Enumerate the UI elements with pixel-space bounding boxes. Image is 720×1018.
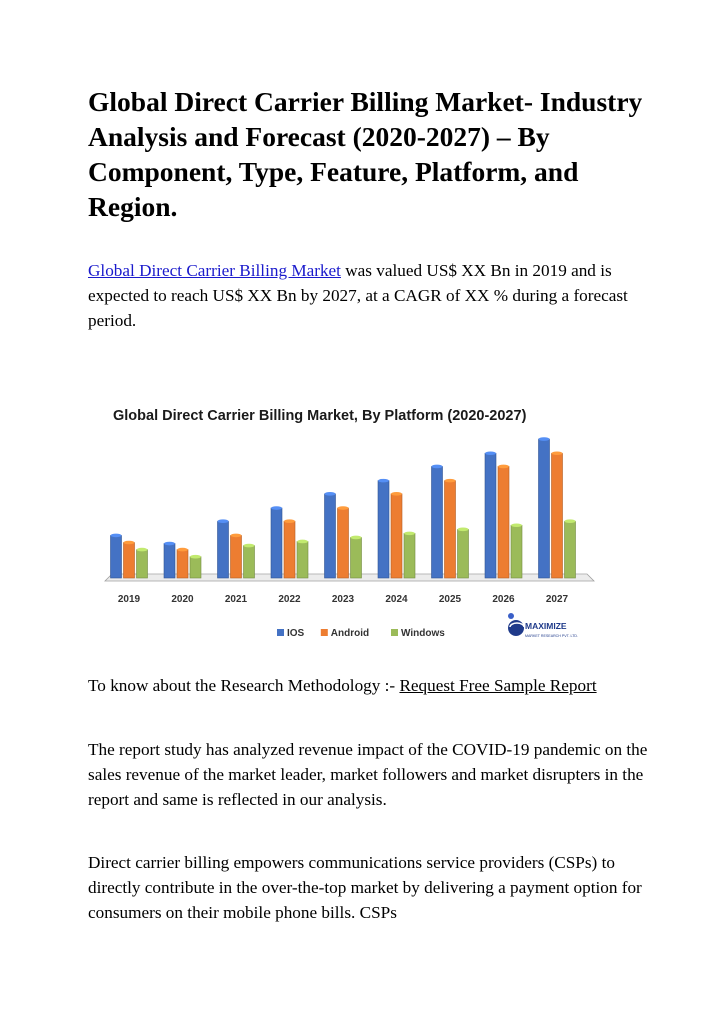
- platform-chart: [95, 395, 605, 655]
- tick-label-2024: 2024: [385, 594, 408, 605]
- bar-top-ios-2026: [485, 451, 496, 455]
- bar-windows-2019: [137, 550, 148, 578]
- covid-paragraph: The report study has analyzed revenue impact of the COVID-19 pandemic on the sales revenue of the market leader, market followers and market disrupters in the report and same is reflected in our analysis.: [88, 740, 648, 809]
- bar-ios-2027: [539, 439, 550, 578]
- bar-top-windows-2021: [244, 544, 255, 548]
- bar-top-ios-2024: [378, 479, 389, 483]
- bar-windows-2020: [190, 557, 201, 578]
- bar-ios-2020: [164, 544, 175, 578]
- legend-swatch-ios: [277, 629, 284, 636]
- bar-top-windows-2025: [458, 528, 469, 532]
- bar-top-ios-2020: [164, 542, 175, 546]
- bar-top-android-2019: [124, 541, 135, 545]
- maximize-logo: [508, 613, 578, 638]
- bar-windows-2023: [351, 537, 362, 578]
- intro-text: was valued US$ XX Bn in 2019 and is expected to reach US$ XX Bn by 2027, at a CAGR of XX % during a forecast period.: [88, 261, 628, 330]
- methodology-paragraph: [88, 673, 648, 698]
- bar-ios-2019: [111, 535, 122, 578]
- bar-android-2024: [391, 494, 402, 578]
- bar-top-ios-2023: [325, 492, 336, 496]
- bar-ios-2024: [378, 481, 389, 578]
- bar-top-android-2021: [231, 534, 242, 538]
- bar-top-ios-2027: [539, 437, 550, 441]
- bar-top-windows-2026: [511, 523, 522, 527]
- tick-label-2023: 2023: [331, 594, 355, 605]
- bar-ios-2023: [325, 494, 336, 578]
- tick-label-2025: 2025: [438, 594, 462, 605]
- bar-top-android-2020: [177, 548, 188, 552]
- legend-swatch-android: [321, 629, 328, 636]
- bar-top-windows-2023: [351, 536, 362, 540]
- tick-label-2019: 2019: [117, 594, 141, 605]
- bar-top-windows-2020: [190, 555, 201, 559]
- legend-swatch-windows: [391, 629, 398, 636]
- bar-top-android-2025: [445, 479, 456, 483]
- bar-ios-2021: [218, 521, 229, 578]
- intro-paragraph: [88, 258, 648, 333]
- bar-windows-2024: [404, 533, 415, 578]
- bar-android-2025: [445, 481, 456, 578]
- bar-windows-2022: [297, 541, 308, 578]
- tick-label-2021: 2021: [224, 594, 248, 605]
- tick-label-2026: 2026: [492, 594, 515, 605]
- request-sample-link[interactable]: Request Free Sample Report: [399, 676, 597, 695]
- bar-android-2021: [231, 535, 242, 578]
- bar-top-ios-2021: [218, 519, 229, 523]
- bar-android-2022: [284, 521, 295, 578]
- tick-label-2027: 2027: [545, 594, 569, 605]
- bar-android-2019: [124, 543, 135, 579]
- bar-windows-2025: [458, 529, 469, 578]
- bar-android-2026: [498, 466, 509, 578]
- bar-top-windows-2022: [297, 540, 308, 544]
- bar-top-android-2027: [552, 451, 563, 455]
- methodology-text: To know about the Research Methodology :-: [88, 676, 400, 695]
- bar-windows-2021: [244, 546, 255, 578]
- bar-top-windows-2019: [137, 548, 148, 552]
- bar-windows-2027: [565, 521, 576, 578]
- bar-ios-2022: [271, 508, 282, 578]
- bar-ios-2026: [485, 453, 496, 578]
- legend-label-ios: IOS: [287, 628, 305, 639]
- bar-ios-2025: [432, 466, 443, 578]
- tick-label-2022: 2022: [278, 594, 301, 605]
- legend-label-windows: Windows: [401, 628, 445, 639]
- bars-layer: [111, 437, 576, 578]
- logo-text: MAXIMIZE: [525, 621, 567, 631]
- dcb-paragraph: Direct carrier billing empowers communications service providers (CSPs) to directly contribute in the over-the-top market by delivering a payment option for consumers on their mobile phone bills. CSPs: [88, 853, 642, 922]
- bar-top-ios-2019: [111, 534, 122, 538]
- chart-title: Global Direct Carrier Billing Market, By Platform (2020-2027): [113, 408, 527, 424]
- bar-android-2027: [552, 453, 563, 578]
- bar-top-ios-2025: [432, 465, 443, 469]
- bar-windows-2026: [511, 525, 522, 578]
- tick-labels: [118, 594, 569, 605]
- bar-top-ios-2022: [271, 506, 282, 510]
- legend-label-android: Android: [330, 628, 370, 639]
- document-title: Global Direct Carrier Billing Market- Industry Analysis and Forecast (2020-2027) – By Component, Type, Feature, Platform, and Region.: [88, 86, 643, 222]
- chart-legend: [277, 628, 445, 639]
- bar-android-2020: [177, 550, 188, 578]
- bar-top-android-2023: [338, 506, 349, 510]
- bar-top-android-2022: [284, 519, 295, 523]
- logo-subtext: MARKET RESEARCH PVT. LTD.: [525, 634, 578, 638]
- bar-android-2023: [338, 508, 349, 578]
- tick-label-2020: 2020: [171, 594, 194, 605]
- bar-top-windows-2024: [404, 532, 415, 536]
- bar-top-android-2024: [391, 492, 402, 496]
- chart-svg: [95, 395, 605, 655]
- market-link[interactable]: Global Direct Carrier Billing Market: [88, 261, 341, 280]
- bar-top-android-2026: [498, 465, 509, 469]
- bar-top-windows-2027: [565, 519, 576, 523]
